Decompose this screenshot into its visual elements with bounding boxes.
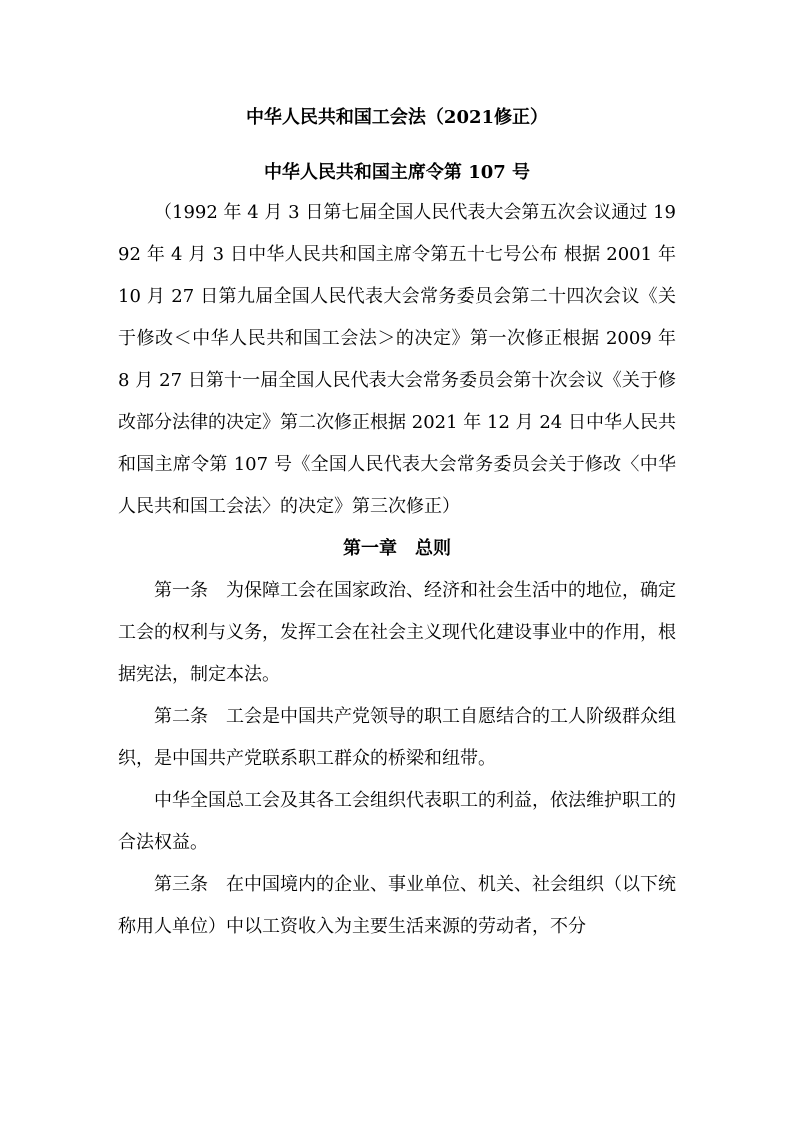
amendment-history: （1992 年 4 月 3 日第七届全国人民代表大会第五次会议通过 1992 年 4 月 3 日中华人民共和国主席令第五十七号公布 根据 2001 年 10 月 27 日第九届全国人民代表大会常务委员会第二十四次会议《关于修改＜中华人民共和国工会法＞的决定》第一次修正根据 2009 年 8 月 27 日第十一届全国人民代表大会常务委员会第十次会议《关于修改部分法律的决定》第二次修正根据 2021 年 12 月 24 日中华人民共和国主席令第 107 号《全国人民代表大会常务委员会关于修改〈中华人民共和国工会法〉的决定》第三次修正） [118,202,676,517]
article-2-paragraph-2: 中华全国总工会及其各工会组织代表职工的利益，依法维护职工的合法权益。 [118,790,676,853]
document-title: 中华人民共和国工会法（2021修正） [245,107,549,128]
article-1: 第一条 为保障工会在国家政治、经济和社会生活中的地位，确定工会的权利与义务，发挥工会在社会主义现代化建设事业中的作用，根据宪法，制定本法。 [118,580,676,685]
presidential-order: 中华人民共和国主席令第 107 号 [263,162,531,183]
chapter-heading: 第一章 总则 [343,538,451,559]
document-body [118,104,676,948]
article-2: 第二条 工会是中国共产党领导的职工自愿结合的工人阶级群众组织，是中国共产党联系职工群众的桥梁和纽带。 [118,706,676,769]
article-3: 第三条 在中国境内的企业、事业单位、机关、社会组织（以下统称用人单位）中以工资收入为主要生活来源的劳动者，不分 [118,874,676,937]
